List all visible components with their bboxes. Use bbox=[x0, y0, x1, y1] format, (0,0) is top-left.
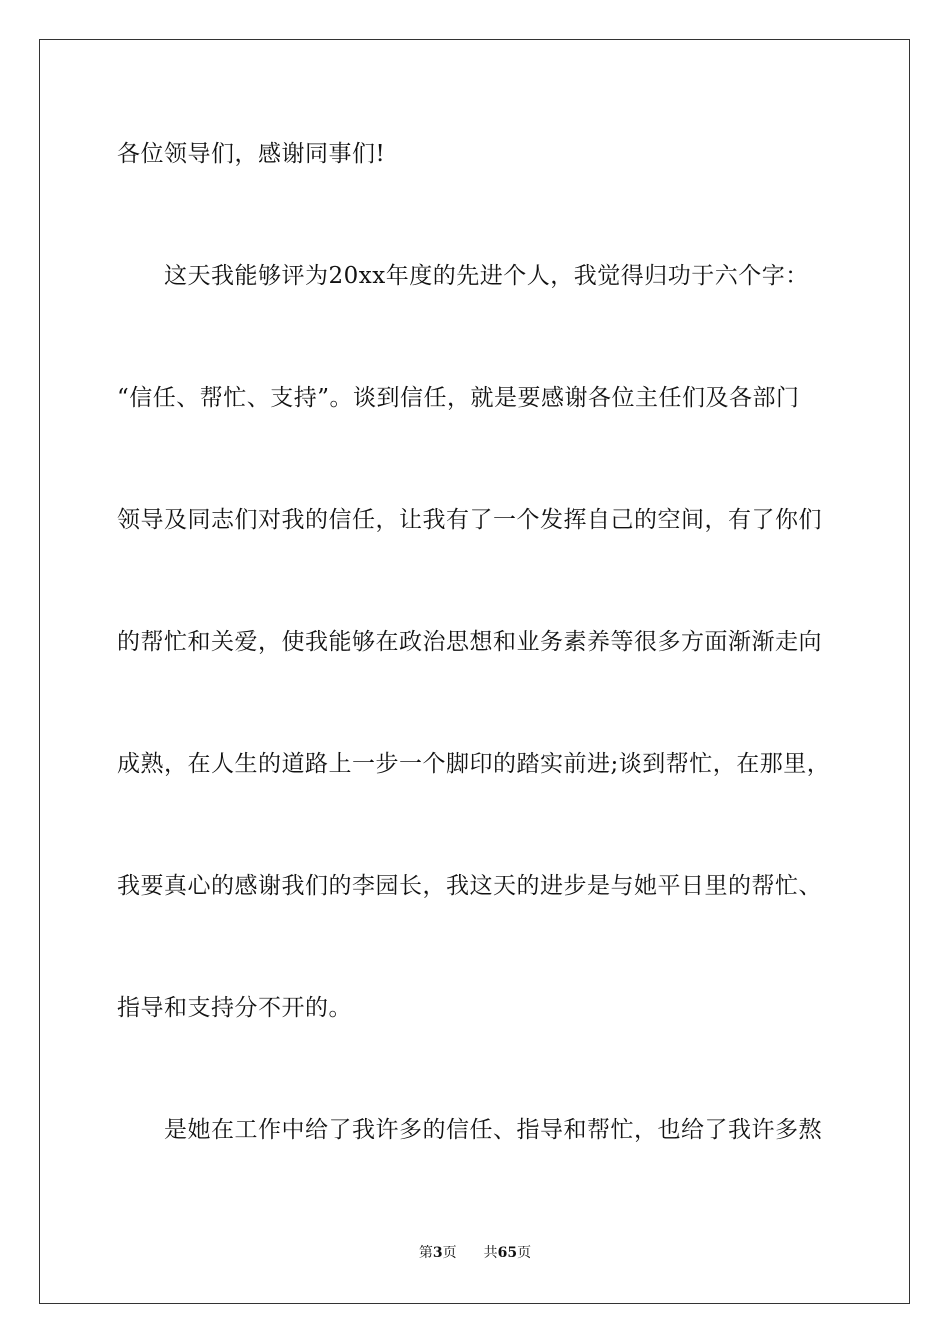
body-text-line-9: 是她在工作中给了我许多的信任、指导和帮忙，也给了我许多熬 bbox=[164, 1117, 822, 1143]
body-text-line-7: 我要真心的感谢我们的李园长，我这天的进步是与她平日里的帮忙、 bbox=[117, 873, 822, 899]
body-text-line-5: 的帮忙和关爱，使我能够在政治思想和业务素养等很多方面渐渐走向 bbox=[117, 629, 822, 655]
current-page-number: 3 bbox=[432, 1245, 443, 1261]
body-text-line-4: 领导及同志们对我的信任，让我有了一个发挥自己的空间，有了你们 bbox=[117, 507, 822, 533]
body-text-line-1: 各位领导们，感谢同事们! bbox=[117, 141, 386, 167]
body-text-line-8: 指导和支持分不开的。 bbox=[117, 995, 352, 1021]
total-prefix: 共 bbox=[483, 1245, 498, 1261]
body-text-line-3: “信任、帮忙、支持”。谈到信任，就是要感谢各位主任们及各部门 bbox=[117, 385, 800, 411]
total-pages-number: 65 bbox=[497, 1245, 518, 1261]
page-footer bbox=[0, 1244, 950, 1262]
body-text-line-2: 这天我能够评为20xx年度的先进个人，我觉得归功于六个字： bbox=[164, 263, 809, 289]
total-suffix: 页 bbox=[517, 1245, 532, 1261]
body-text-line-6: 成熟，在人生的道路上一步一个脚印的踏实前进;谈到帮忙，在那里， bbox=[117, 751, 831, 777]
page-suffix: 页 bbox=[442, 1245, 457, 1261]
page-prefix: 第 bbox=[418, 1245, 433, 1261]
